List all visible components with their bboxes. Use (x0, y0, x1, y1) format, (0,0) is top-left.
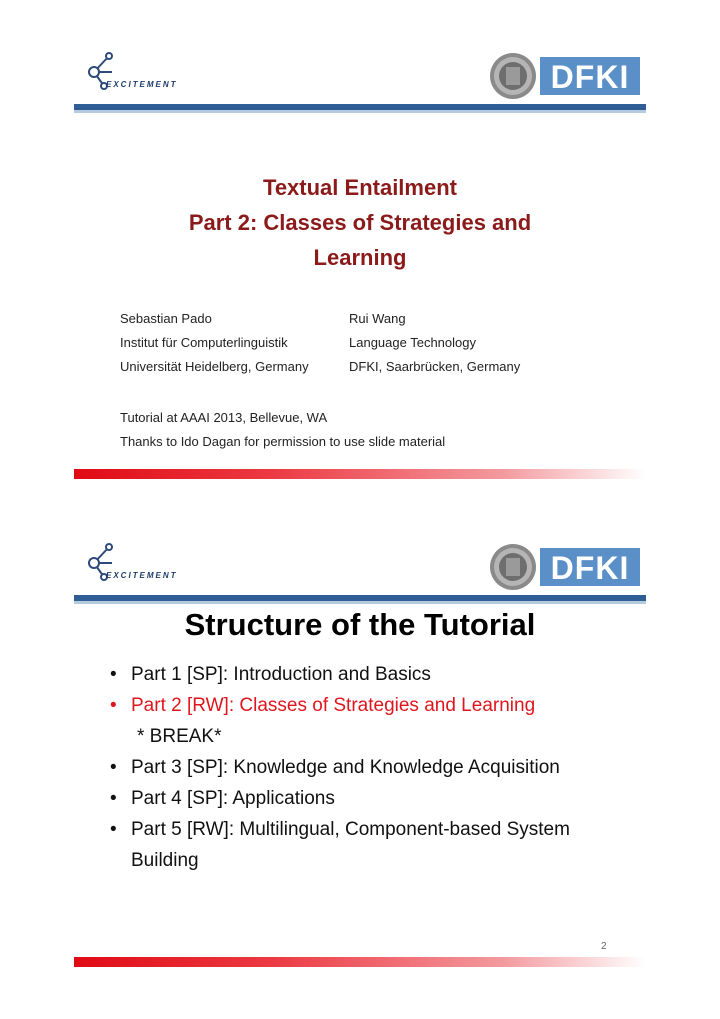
bullet-list (110, 659, 570, 876)
logo-text: EXCITEMENT (106, 80, 178, 89)
excitement-logo (80, 50, 190, 100)
author-left: Universität Heidelberg, Germany (120, 359, 309, 374)
title-line-1: Textual Entailment (263, 175, 457, 200)
bullet-icon: • (110, 695, 117, 716)
list-item (110, 783, 570, 814)
bullet-icon: • (110, 788, 117, 809)
footer-rule (74, 469, 646, 479)
list-item (110, 814, 570, 845)
author-right: Language Technology (349, 335, 476, 350)
author-right: DFKI, Saarbrücken, Germany (349, 359, 521, 374)
authors-table (120, 307, 520, 379)
bullet-icon: • (110, 664, 117, 685)
slide-title (74, 170, 646, 275)
list-item (110, 752, 570, 783)
list-item-break (110, 721, 570, 752)
slide-1 (0, 0, 720, 509)
slide-2 (0, 509, 720, 1018)
dfki-logo (540, 57, 640, 95)
dfki-text: DFKI (550, 550, 630, 586)
author-row (120, 331, 520, 355)
university-seal-icon (489, 52, 537, 100)
title-line-3: Learning (313, 245, 407, 270)
list-item-text: Part 2 [RW]: Classes of Strategies and Learning (131, 695, 536, 716)
dfki-text: DFKI (550, 59, 630, 95)
list-item-text: Building (131, 850, 199, 871)
author-row (120, 355, 520, 379)
list-item-text: Part 4 [SP]: Applications (131, 788, 335, 809)
author-row (120, 307, 520, 331)
dfki-logo (540, 548, 640, 586)
list-item-text: * BREAK* (137, 726, 222, 747)
title-line-2: Part 2: Classes of Strategies and (188, 210, 532, 235)
header-rule (74, 595, 646, 604)
tutorial-line: Tutorial at AAAI 2013, Bellevue, WA (120, 410, 328, 425)
page-number: 2 (601, 941, 607, 952)
footer-rule (74, 957, 646, 967)
list-item-text: Part 1 [SP]: Introduction and Basics (131, 664, 431, 685)
list-item-text: Part 5 [RW]: Multilingual, Component-based System (131, 819, 570, 840)
list-item-continuation (110, 845, 570, 876)
thanks-line: Thanks to Ido Dagan for permission to use slide material (120, 434, 446, 449)
slide-title: Structure of the Tutorial (184, 607, 536, 642)
author-right: Rui Wang (349, 311, 406, 326)
excitement-logo (80, 541, 190, 591)
list-item (110, 659, 570, 690)
bullet-icon: • (110, 819, 117, 840)
author-left: Institut für Computerlinguistik (120, 335, 288, 350)
logo-text: EXCITEMENT (106, 571, 178, 580)
header-rule (74, 104, 646, 113)
author-left: Sebastian Pado (120, 311, 212, 326)
bullet-icon: • (110, 757, 117, 778)
university-seal-icon (489, 543, 537, 591)
list-item-highlighted (110, 690, 570, 721)
list-item-text: Part 3 [SP]: Knowledge and Knowledge Acquisition (131, 757, 560, 778)
